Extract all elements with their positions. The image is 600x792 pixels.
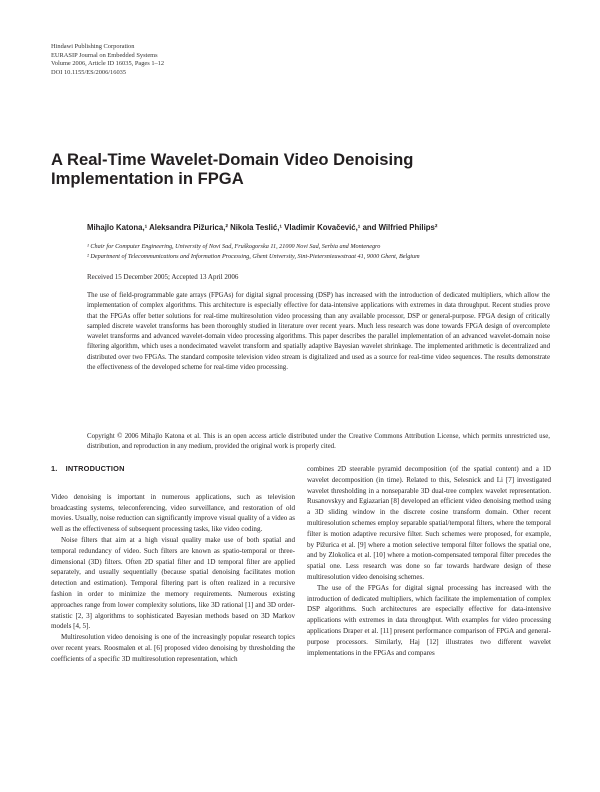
doi: DOI 10.1155/ES/2006/16035 [51, 68, 127, 76]
affiliations [87, 242, 557, 261]
section-title: INTRODUCTION [65, 464, 125, 473]
section-heading [51, 464, 295, 475]
author-list: Mihajlo Katona,¹ Aleksandra Pižurica,² Nikola Teslić,¹ Vladimir Kovačević,¹ and Wilfried Philips² [87, 223, 438, 232]
paragraph: The use of the FPGAs for digital signal processing has increased with the introduction of dedicated multipliers, which facilitate the implementation of complex DSP algorithms. Such architectures are especially effective for data-intensive applications with extremes in data throughput. With examples for video processing applications Draper et al. [11] present performance comparison of FPGA and general-purpose processors. Similarly, Haj [12] illustrates two different wavelet implementations in the FPGAs and compares [307, 583, 551, 657]
right-column [307, 464, 551, 658]
journal-header [51, 43, 164, 77]
paper-title: A Real-Time Wavelet-Domain Video Denoising Implementation in FPGA [51, 150, 414, 188]
journal-name: EURASIP Journal on Embedded Systems [51, 51, 158, 59]
affiliation-1: ¹ Chair for Computer Engineering, University of Novi Sad, Fruškogorska 11, 21000 Novi Sad, Serbia and Montenegro [87, 243, 381, 250]
paragraph: Multiresolution video denoising is one of the increasingly popular research topics over recent years. Roosmalen et al. [6] proposed video denoising by thresholding the coefficients of a specific 3D multiresolution representation, which [51, 633, 295, 663]
volume-line: Volume 2006, Article ID 16035, Pages 1–12 [51, 60, 165, 68]
section-number: 1. [51, 464, 58, 473]
paragraph: combines 2D steerable pyramid decomposition (of the spatial content) and a 1D wavelet decomposition (in time). Related to this, Selesnick and Li [7] investigated wavelet thresholding in a nonseparable 3D dual-tree complex wavelet representation. Rusanovskyy and Egiazarian [8] developed an efficient video denoising method using a 3D sliding window in the discrete cosine transform domain. Other recent multiresolution schemes employ separable spatial/temporal filters, where the temporal filter is motion adaptive recursive filter. Such schemes were proposed, for example, by Pižurica et al. [9] where a motion selective temporal filter follows the spatial one, and by Zlokolica et al. [10] where a motion-compensated temporal filter precedes the spatial one. Less research was done so far towards hardware design of these multiresolution video denoising schemes. [307, 465, 551, 581]
paragraph: Video denoising is important in numerous applications, such as television broadcasting systems, teleconferencing, video surveillance, and restoration of old movies. Usually, noise reduction can significantly improve visual quality of a video as well as the effectiveness of subsequent processing tasks, like video coding. [51, 492, 295, 534]
copyright-notice: Copyright © 2006 Mihajlo Katona et al. This is an open access article distributed under the Creative Commons Attribution License, which permits unrestricted use, distribution, and reproduction in any medium, provided the original work is properly cited. [87, 433, 550, 451]
affiliation-2: ² Department of Telecommunications and Information Processing, Ghent University, Sint-Pietersnieuwstraat 41, 9000 Ghent, Belgium [87, 252, 420, 260]
received-date: Received 15 December 2005; Accepted 13 April 2006 [87, 273, 239, 281]
abstract: The use of field-programmable gate arrays (FPGAs) for digital signal processing (DSP) has increased with the introduction of dedicated multipliers, which allow the implementation of complex algorithms. This architecture is especially effective for data-intensive applications with extremes in data throughput. Recent studies prove that the FPGAs offer better solutions for real-time multiresolution video processing than any available processor, DSP or general-purpose. FPGA design of critically sampled discrete wavelet transforms has been thoroughly studied in literature over recent years. Much less research was done towards FPGA design of overcomplete wavelet transforms and advanced wavelet-domain video processing algorithms. This paper describes the parallel implementation of an advanced wavelet-domain noise filtering algorithm, which uses a nondecimated wavelet transform and spatially adaptive Bayesian wavelet shrinkage. The implemented arithmetic is decentralized and distributed over two FPGAs. The standard composite television video stream is digitalized and used as a source for real-time video sequences. The results demonstrate the effectiveness of the developed scheme for real-time video processing. [87, 292, 550, 372]
publisher: Hindawi Publishing Corporation [51, 43, 135, 50]
paragraph: Noise filters that aim at a high visual quality make use of both spatial and temporal redundancy of video. Such filters are known as spatio-temporal or three-dimensional (3D) filters. Often 2D spatial filter and 1D temporal filter are applied separately, and usually sequentially (because spatial denoising facilitates motion detection and estimation). Temporal filtering part is often realized in a recursive fashion in order to minimize the memory requirements. Numerous existing approaches range from lower complexity solutions, like 3D rational [1] and 3D order-statistic [2, 3] algorithms to sophisticated Bayesian methods based on 3D Markov models [4, 5]. [51, 535, 295, 631]
left-column [51, 464, 295, 665]
